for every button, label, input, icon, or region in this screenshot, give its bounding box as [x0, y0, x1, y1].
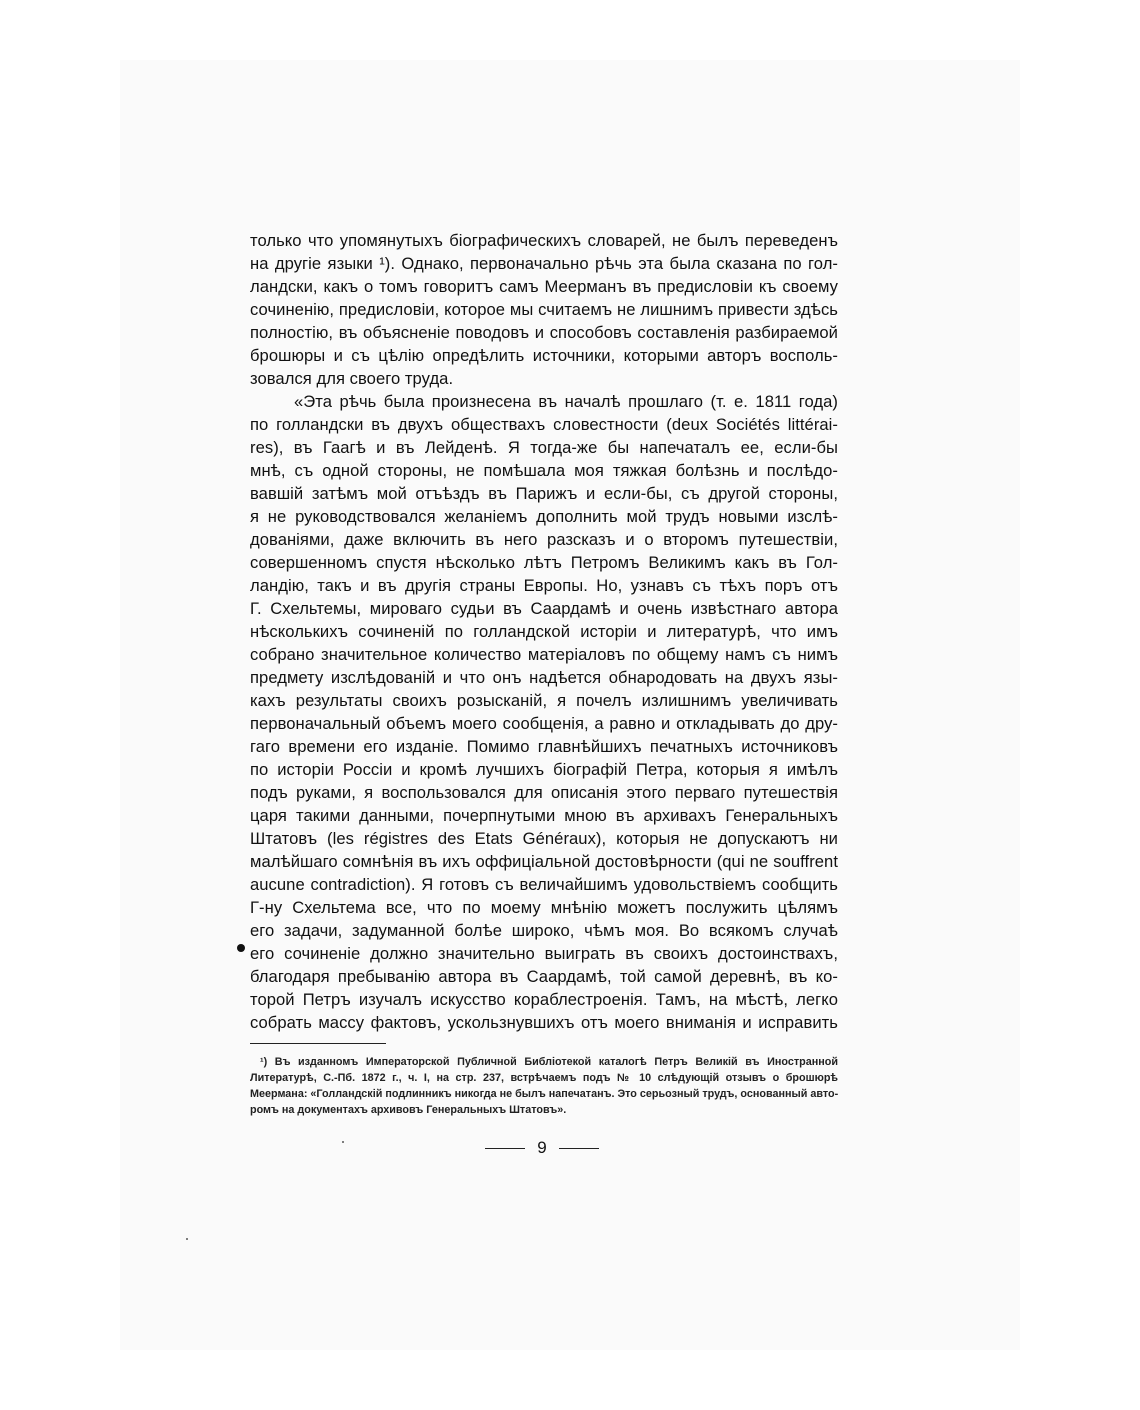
text-line: сочиненію, предисловіи, которое мы считаемъ не лишнимъ привести здѣсь [250, 300, 838, 319]
text-line: Г. Схельтемы, мироваго судьи въ Саардамѣ и очень извѣстнаго автора [250, 599, 838, 618]
text-line: «Эта рѣчь была произнесена въ началѣ прошлаго (т. е. 1811 года) [294, 392, 838, 411]
text-line: первоначальный объемъ моего сообщенія, а равно и откладывать до дру- [250, 714, 838, 733]
text-line: кахъ результаты своихъ розысканій, я почелъ излишнимъ увеличивать [250, 691, 838, 710]
text-line: собрано значительное количество матеріаловъ по общему намъ съ нимъ [250, 645, 838, 664]
text-line: предмету изслѣдованій и что онъ надѣется обнародовать на двухъ язы- [250, 668, 838, 687]
text-line: только что упомянутыхъ біографическихъ словарей, не былъ переведенъ [250, 231, 838, 250]
footnote [250, 1054, 838, 1118]
text-line: подъ руками, я воспользовался для описанія этого перваго путешествія [250, 783, 838, 802]
text-line: по голландски въ двухъ обществахъ словестности (deux Sociétés littérai- [250, 415, 838, 434]
text-line: Г-ну Схельтема все, что по моему мнѣнію можетъ послужить цѣлямъ [250, 898, 838, 917]
body-text [250, 229, 838, 1034]
text-line: благодаря пребыванію автора въ Саардамѣ, той самой деревнѣ, въ ко- [250, 967, 838, 986]
scan-speck [342, 1141, 344, 1143]
text-line: зовался для своего труда. [250, 369, 454, 388]
footnote-line: ¹) Въ изданномъ Императорской Публичной Библіотекой каталогѣ Петръ Великій въ Иностранной [260, 1056, 838, 1068]
text-line: res), въ Гаагѣ и въ Лейденѣ. Я тогда-же бы напечаталъ ее, если-бы [250, 438, 838, 457]
page-number: 9 [537, 1138, 547, 1157]
text-line: его сочиненіе должно значительно выиграть въ своихъ достоинствахъ, [250, 944, 838, 963]
text-line: собрать массу фактовъ, ускользнувшихъ отъ моего вниманія и исправить [250, 1013, 838, 1032]
footnote-line: Меермана: «Голландскій подлинникъ никогда не былъ напечатанъ. Это серьозный трудъ, основанный авто- [250, 1088, 839, 1100]
text-line: полностію, въ объясненіе поводовъ и способовъ составленія разбираемой [250, 323, 838, 342]
text-line: вавшій затѣмъ мой отъѣздъ въ Парижъ и если-бы, съ другой стороны, [250, 484, 838, 503]
text-line: малѣйшаго сомнѣнія въ ихъ оффиціальной достовѣрности (qui ne souffrent [250, 852, 838, 871]
footnote-rule [250, 1043, 386, 1044]
text-line: на другіе языки ¹). Однако, первоначально рѣчь эта была сказана по гол- [250, 254, 838, 273]
text-line: совершенномъ спустя нѣсколько лѣтъ Петромъ Великимъ какъ въ Гол- [250, 553, 838, 572]
text-line: нѣсколькихъ сочиненій по голландской исторіи и литературѣ, что имъ [250, 622, 838, 641]
ink-dot [237, 944, 245, 952]
text-line: брошюры и съ цѣлію опредѣлить источники, которыми авторъ восполь- [250, 346, 838, 365]
scan-speck [186, 1238, 188, 1240]
text-line: по исторіи Россіи и кромѣ лучшихъ біографій Петра, которыя я имѣлъ [250, 760, 838, 779]
text-line: я не руководствовался желаніемъ дополнить мой трудъ новыми изслѣ- [250, 507, 838, 526]
page-number-dash-left [485, 1148, 525, 1149]
text-line: дованіями, даже включить въ него разсказъ и о второмъ путешествіи, [250, 530, 838, 549]
text-line: торой Петръ изучалъ искусство кораблестроенія. Тамъ, на мѣстѣ, легко [250, 990, 838, 1009]
text-line: ландски, какъ о томъ говоритъ самъ Меерманъ въ предисловіи къ своему [250, 277, 838, 296]
text-line: ландію, такъ и въ другія страны Европы. Но, узнавъ съ тѣхъ поръ отъ [250, 576, 838, 595]
footnote-line: ромъ на документахъ архивовъ Генеральныхъ Штатовъ». [250, 1104, 567, 1116]
text-line: aucune contradiction). Я готовъ съ величайшимъ удовольствіемъ сообщить [250, 875, 838, 894]
text-line: мнѣ, съ одной стороны, не помѣшала моя тяжкая болѣзнь и послѣдо- [250, 461, 838, 480]
page-number-dash-right [559, 1148, 599, 1149]
text-line: гаго времени его изданіе. Помимо главнѣйшихъ печатныхъ источниковъ [250, 737, 838, 756]
text-line: его задачи, задуманной болѣе широко, чѣмъ моя. Во всякомъ случаѣ [250, 921, 838, 940]
footnote-line: Литературѣ, С.-Пб. 1872 г., ч. I, на стр. 237, встрѣчаемъ подъ № 10 слѣдующій отзывъ о брошюрѣ [250, 1072, 838, 1084]
text-line: царя такими данными, почерпнутыми мною въ архивахъ Генеральныхъ [250, 806, 838, 825]
text-line: Штатовъ (les régistres des Etats Généraux), которыя не допускаютъ ни [250, 829, 838, 848]
page-number-row [485, 1136, 599, 1160]
